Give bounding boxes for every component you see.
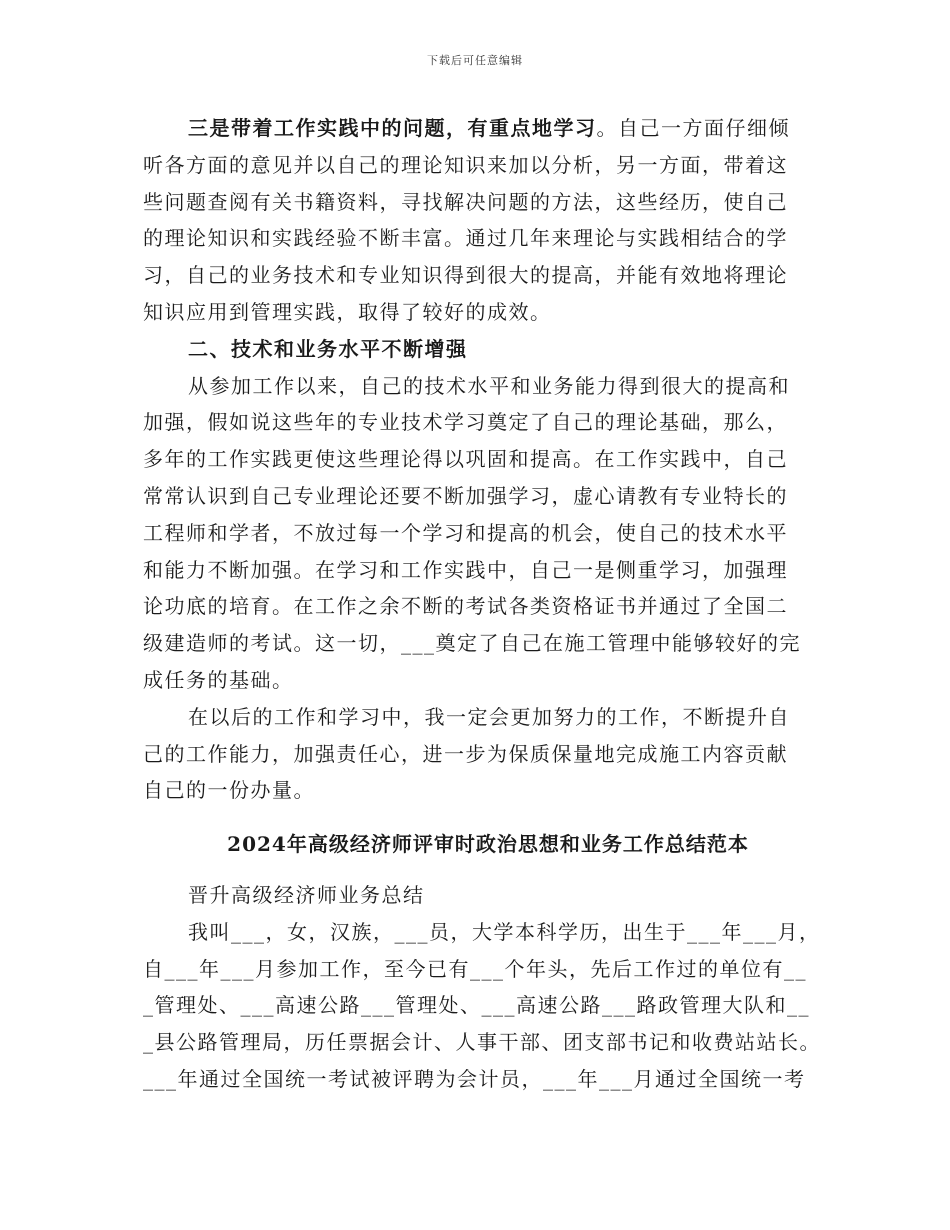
paragraph-line: 习，自己的业务技术和专业知识得到很大的提高，并能有效地将理论 [143,263,788,288]
paragraph-line: 论功底的培育。在工作之余不断的考试各类资格证书并通过了全国二 [143,594,788,619]
paragraph-line-text: 。自己一方面仔细倾 [596,116,790,140]
paragraph-line: 些问题查阅有关书籍资料，寻找解决问题的方法，这些经历，使自己 [143,189,788,214]
paragraph-line: 知识应用到管理实践，取得了较好的成效。 [143,299,552,324]
paragraph-skills [143,368,833,699]
paragraph-line: 工程师和学者，不放过每一个学习和提高的机会，使自己的技术水平 [143,520,788,545]
paragraph-line: _县公路管理局，历任票据会计、人事干部、团支部书记和收费站站长。 [143,1030,821,1055]
paragraph-line: 多年的工作实践更使这些理论得以巩固和提高。在工作实践中，自己 [143,447,788,472]
page-header: 下载后可任意编辑 [427,54,523,67]
paragraph-lead-bold: 三是带着工作实践中的问题，有重点地学习 [188,116,597,140]
paragraph-line: 在以后的工作和学习中，我一定会更加努力的工作，不断提升自 [188,704,790,729]
document-body [143,110,833,1098]
paragraph-line [143,110,833,147]
paragraph-line: 己的工作能力，加强责任心，进一步为保质保量地完成施工内容贡献 [143,741,788,766]
paragraph-line: 从参加工作以来，自己的技术水平和业务能力得到很大的提高和 [188,373,790,398]
paragraph-line: ___年通过全国统一考试被评聘为会计员，___年___月通过全国统一考 [143,1066,806,1091]
paragraph-line: 的理论知识和实践经验不断丰富。通过几年来理论与实践相结合的学 [143,226,788,251]
section-heading: 二、技术和业务水平不断增强 [188,336,468,361]
paragraph-line: 级建造师的考试。这一切，___奠定了自己在施工管理中能够较好的完 [143,631,801,656]
paragraph-line: _管理处、___高速公路___管理处、___高速公路___路政管理大队和__ [143,993,810,1018]
paragraph-line: 和能力不断加强。在学习和工作实践中，自己一是侧重学习，加强理 [143,557,788,582]
paragraph-line: 加强，假如说这些年的专业技术学习奠定了自己的理论基础，那么， [143,410,788,435]
paragraph-self-introduction [143,914,833,1098]
paragraph-line: 听各方面的意见并以自己的理论知识来加以分析，另一方面，带着这 [143,152,788,177]
paragraph-future-work [143,699,833,809]
paragraph-line: 常常认识到自己专业理论还要不断加强学习，虚心请教有专业特长的 [143,483,788,508]
paragraph-focused-learning [143,110,833,331]
paragraph-line: 自己的一份办量。 [143,778,315,803]
paragraph-line: 自___年___月参加工作，至今已有___个年头，先后工作过的单位有__ [143,956,807,981]
paragraph-line: 成任务的基础。 [143,667,294,692]
document-title: 2024年高级经济师评审时政治思想和业务工作总结范本 [227,832,749,857]
paragraph-line: 我叫___，女，汉族，___员，大学本科学历，出生于___年___月， [188,919,821,944]
document-subtitle: 晋升高级经济师业务总结 [188,882,425,907]
